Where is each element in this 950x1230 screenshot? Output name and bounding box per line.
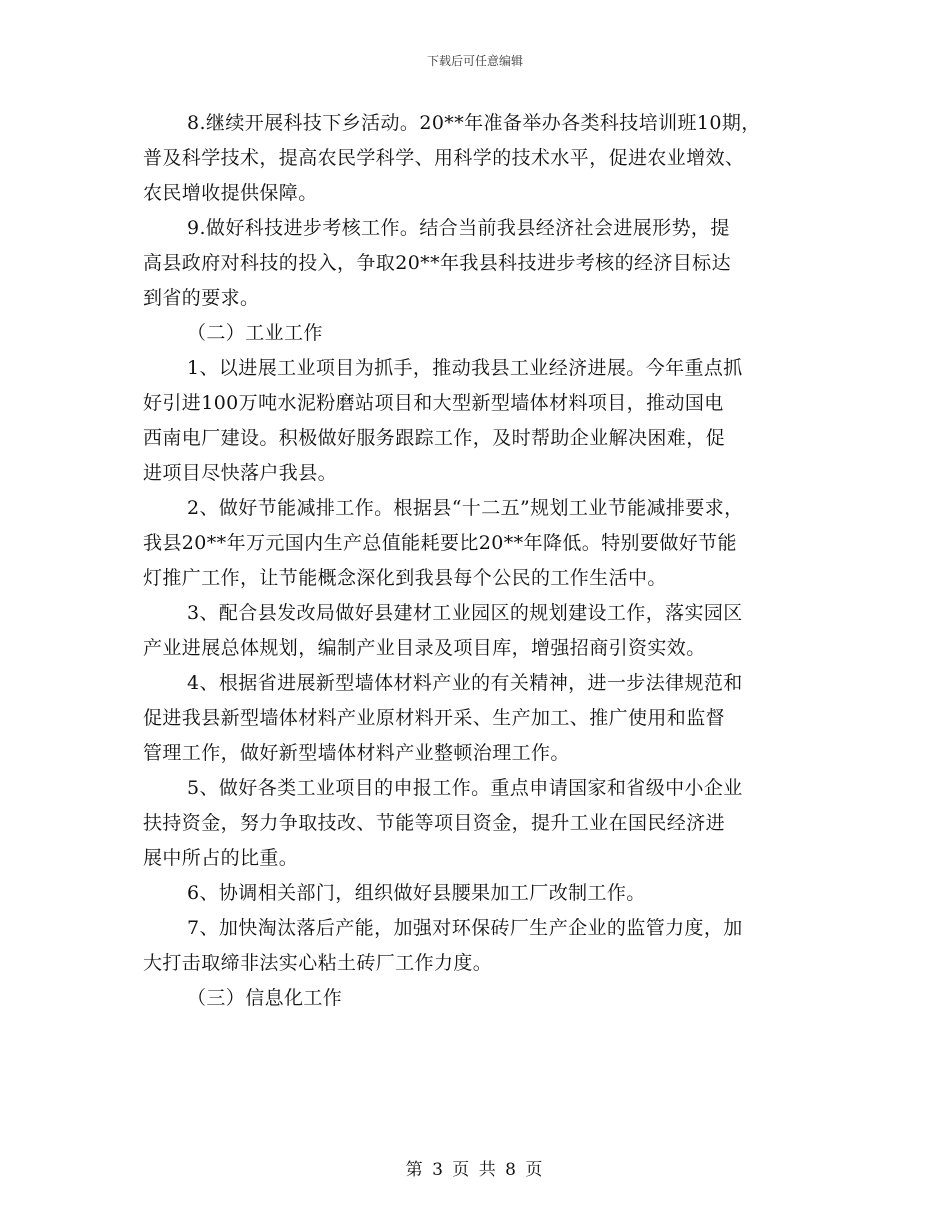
- text-line: 5、做好各类工业项目的申报工作。重点申请国家和省级中小企业: [187, 777, 743, 799]
- text-line: 产业进展总体规划，编制产业目录及项目库，增强招商引资实效。: [143, 637, 706, 659]
- text-line: 7、加快淘汰落后产能，加强对环保砖厂生产企业的监管力度，加: [187, 917, 743, 939]
- text-line: 到省的要求。: [143, 287, 260, 309]
- text-line: 2、做好节能减排工作。根据县“十二五”规划工业节能减排要求，: [187, 497, 744, 519]
- text-line: 农民增收提供保障。: [143, 182, 318, 204]
- text-line: 管理工作，做好新型墙体材料产业整顿治理工作。: [143, 742, 570, 764]
- text-line: 高县政府对科技的投入，争取20**年我县科技进步考核的经济目标达: [143, 252, 731, 274]
- text-line: 促进我县新型墙体材料产业原材料开采、生产加工、推广使用和监督: [143, 707, 726, 729]
- text-line: 大打击取缔非法实心粘土砖厂工作力度。: [143, 952, 493, 974]
- text-line: 展中所占的比重。: [143, 847, 299, 869]
- text-line: 西南电厂建设。积极做好服务跟踪工作，及时帮助企业解决困难，促: [143, 427, 726, 449]
- text-line: 4、根据省进展新型墙体材料产业的有关精神，进一步法律规范和: [187, 672, 743, 694]
- text-line: 9.做好科技进步考核工作。结合当前我县经济社会进展形势，提: [187, 217, 730, 239]
- document-body: [143, 106, 819, 1016]
- text-line: 灯推广工作，让节能概念深化到我县每个公民的工作生活中。: [143, 567, 667, 589]
- text-line: 8.继续开展科技下乡活动。20**年准备举办各类科技培训班10期，: [187, 112, 761, 134]
- text-line: 进项目尽快落户我县。: [143, 462, 338, 484]
- text-line: 好引进100万吨水泥粉磨站项目和大型新型墙体材料项目，推动国电: [143, 392, 724, 414]
- text-line: 3、配合县发改局做好县建材工业园区的规划建设工作，落实园区: [187, 602, 743, 624]
- text-line: 6、协调相关部门，组织做好县腰果加工厂改制工作。: [187, 882, 646, 904]
- text-line: （二）工业工作: [187, 322, 323, 344]
- text-line: 我县20**年万元国内生产总值能耗要比20**年降低。特别要做好节能: [143, 532, 737, 554]
- page-number-footer: 第 3 页 共 8 页: [405, 1160, 545, 1180]
- text-line: 扶持资金，努力争取技改、节能等项目资金，提升工业在国民经济进: [143, 812, 726, 834]
- text-line: （三）信息化工作: [187, 987, 343, 1009]
- text-line: 1、以进展工业项目为抓手，推动我县工业经济进展。今年重点抓: [187, 357, 743, 379]
- text-line: 普及科学技术，提高农民学科学、用科学的技术水平，促进农业增效、: [143, 147, 745, 169]
- page-header-note: 下载后可任意编辑: [426, 54, 523, 68]
